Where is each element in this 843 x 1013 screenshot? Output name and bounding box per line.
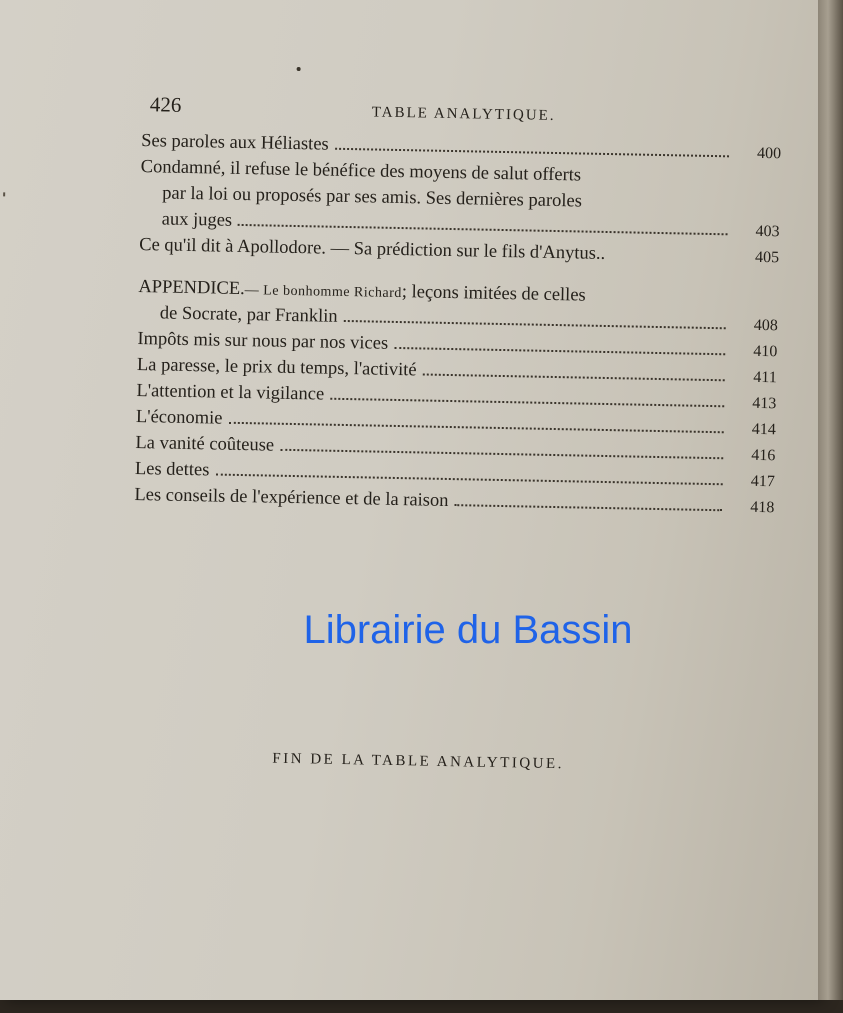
dot-leader xyxy=(335,148,729,158)
dot-leader xyxy=(238,224,728,235)
page-edge xyxy=(818,0,843,1000)
entry-page: 414 xyxy=(751,420,776,439)
appendix-description: ; leçons imitées de celles xyxy=(401,282,586,306)
entry-page: 411 xyxy=(753,368,777,387)
end-of-table-note: FIN DE LA TABLE ANALYTIQUE. xyxy=(272,750,565,773)
appendix-subtitle: — Le bonhomme Richard xyxy=(244,283,402,302)
entry-page: 408 xyxy=(753,316,778,335)
dot-leader xyxy=(280,449,723,460)
entry-page: 410 xyxy=(753,342,778,361)
entry-text: aux juges xyxy=(161,209,233,231)
bookseller-watermark: Librairie du Bassin xyxy=(303,608,633,652)
entry-page: 405 xyxy=(754,248,780,267)
entry-text: La paresse, le prix du temps, l'activité xyxy=(136,354,417,381)
entry-page: 418 xyxy=(750,498,775,517)
entry-page: 417 xyxy=(750,472,775,491)
table-of-contents xyxy=(134,131,781,523)
dot-leader xyxy=(215,474,722,486)
entry-page: 403 xyxy=(755,222,780,241)
entry-text: Condamné, il refuse le bénéfice des moyens de salut offerts xyxy=(140,157,582,186)
entry-text: de Socrate, par Franklin xyxy=(159,303,338,327)
entry-text: Ce qu'il dit à Apollodore. — Sa prédiction sur le fils d'Anytus.. xyxy=(139,235,606,264)
entry-text: Les conseils de l'expérience et de la raison xyxy=(134,484,449,511)
entry-page: 400 xyxy=(756,144,782,163)
entry-text: La vanité coûteuse xyxy=(135,432,275,456)
dot-leader xyxy=(330,398,724,408)
page-number: 426 xyxy=(149,92,182,117)
ink-speck xyxy=(297,67,301,71)
dot-leader xyxy=(394,347,725,355)
dot-leader xyxy=(611,259,727,261)
entry-page: 416 xyxy=(751,446,776,465)
entry-text: Les dettes xyxy=(134,458,210,481)
dot-leader xyxy=(422,373,724,381)
entry-text: L'économie xyxy=(135,406,223,429)
entry-text: L'attention et la vigilance xyxy=(136,380,325,405)
ink-speck xyxy=(3,192,5,196)
entry-text: Impôts mis sur nous par nos vices xyxy=(137,328,389,354)
entry-text: par la loi ou proposés par ses amis. Ses dernières paroles xyxy=(162,183,583,212)
dot-leader xyxy=(454,504,722,511)
entry-text: Ses paroles aux Héliastes xyxy=(141,131,329,155)
appendix-label: APPENDICE. xyxy=(138,277,245,300)
entry-page: 413 xyxy=(752,394,777,413)
entry-text xyxy=(138,277,586,307)
dot-leader xyxy=(228,422,723,434)
dot-leader xyxy=(344,320,726,329)
running-title: TABLE ANALYTIQUE. xyxy=(371,104,556,124)
